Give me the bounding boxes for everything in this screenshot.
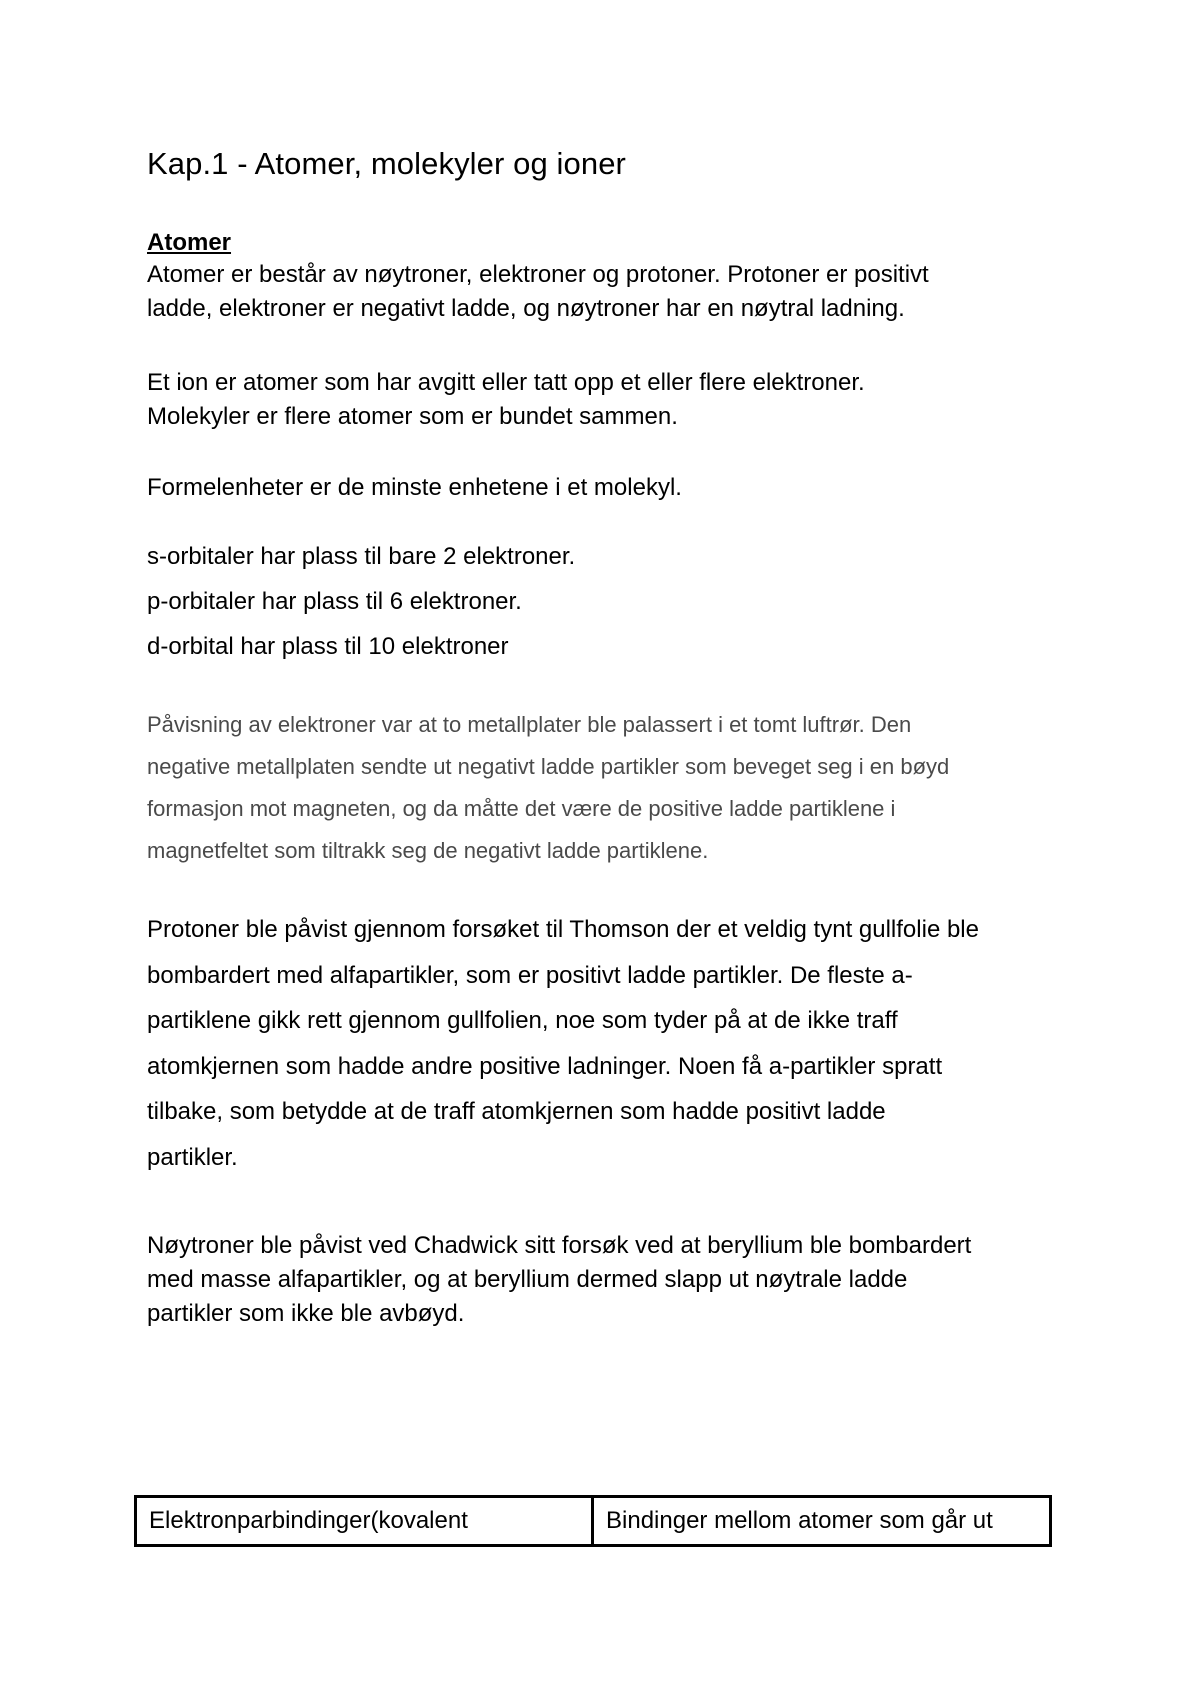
text-line: ladde, elektroner er negativt ladde, og nøytroner har en nøytral ladning. [147,295,905,322]
paragraph-ions-molecules [147,366,865,434]
paragraph-atom-composition [147,258,929,326]
text-line: Et ion er atomer som har avgitt eller tatt opp et eller flere elektroner. [147,369,865,396]
text-line: Protoner ble påvist gjennom forsøket til Thomson der et veldig tynt gullfolie ble [147,916,979,943]
text-line: Formelenheter er de minste enhetene i et molekyl. [147,474,682,501]
text-line: bombardert med alfapartikler, som er positivt ladde partikler. De fleste a- [147,961,913,989]
text-line: p-orbitaler har plass til 6 elektroner. [147,588,522,615]
paragraph-orbitals [147,534,575,669]
paragraph-neutron-discovery [147,1229,971,1331]
text-line: Påvisning av elektroner var at to metallplater ble palassert i et tomt luftrør. Den [147,712,912,737]
section-heading-atomer: Atomer [147,229,232,256]
page-title: Kap.1 - Atomer, molekyler og ioner [147,146,626,181]
bonding-table [134,1495,1052,1547]
text-line: formasjon mot magneten, og da måtte det være de positive ladde partiklene i [147,796,896,821]
paragraph-electron-discovery [147,704,949,872]
text-line: Atomer er består av nøytroner, elektroner og protoner. Protoner er positivt [147,261,929,288]
text-line: magnetfeltet som tiltrakk seg de negativt ladde partiklene. [147,838,709,863]
text-line: partiklene gikk rett gjennom gullfolien, noe som tyder på at de ikke traff [147,1007,898,1034]
text-line: partikler som ikke ble avbøyd. [147,1300,465,1327]
text-line: Molekyler er flere atomer som er bundet sammen. [147,403,678,430]
text-line: tilbake, som betydde at de traff atomkjernen som hadde positivt ladde [147,1098,886,1125]
table-cell-term: Elektronparbindinger(kovalent [137,1498,594,1544]
text-line: d-orbital har plass til 10 elektroner [147,633,509,660]
paragraph-proton-discovery [147,907,979,1180]
table-cell-definition: Bindinger mellom atomer som går ut [606,1507,993,1534]
text-line: negative metallplaten sendte ut negativt ladde partikler som beveget seg i en bøyd [147,754,950,779]
text-line: atomkjernen som hadde andre positive ladninger. Noen få a-partikler spratt [147,1052,943,1080]
text-line: Nøytroner ble påvist ved Chadwick sitt forsøk ved at beryllium ble bombardert [147,1232,972,1259]
paragraph-formula-units [147,471,682,505]
text-line: s-orbitaler har plass til bare 2 elektroner. [147,543,576,570]
text-line: partikler. [147,1143,238,1171]
text-line: med masse alfapartikler, og at beryllium dermed slapp ut nøytrale ladde [147,1266,908,1293]
